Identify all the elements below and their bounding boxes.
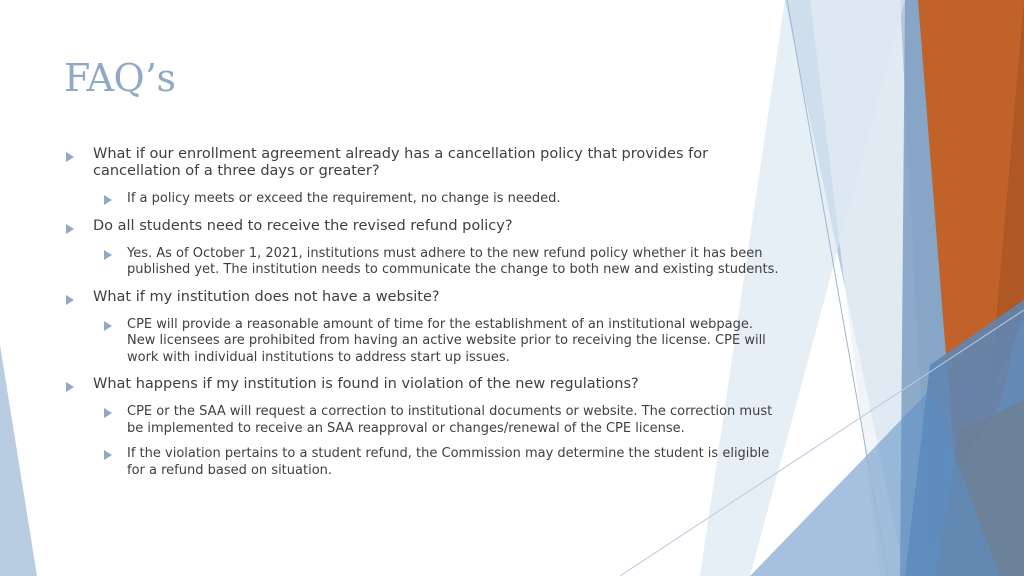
bullet-arrow-icon [66,224,74,234]
faq-list [62,146,782,479]
faq-question-text: What if my institution does not have a website? [93,288,440,305]
bullet-arrow-icon [66,152,74,162]
faq-answer [62,404,782,437]
bullet-arrow-icon [104,195,112,205]
faq-question [62,289,782,306]
faq-answer [62,191,782,208]
faq-question [62,146,782,180]
bullet-arrow-icon [104,250,112,260]
faq-answer-text: If the violation pertains to a student refund, the Commission may determine the student is eligible for a refund based on situation. [127,446,770,478]
left-accent-shape [0,345,37,576]
faq-answer-text: If a policy meets or exceed the requirement, no change is needed. [127,191,561,206]
faq-question-text: What happens if my institution is found in violation of the new regulations? [93,376,639,392]
bullet-arrow-icon [104,450,112,460]
faq-answer [62,246,782,279]
faq-answer [62,317,782,367]
bullet-arrow-icon [66,295,74,305]
faq-question-text: Do all students need to receive the revised refund policy? [93,217,513,234]
bullet-arrow-icon [66,382,74,392]
faq-answer-text: CPE or the SAA will request a correction to institutional documents or website. The correction must be implemented to receive an SAA reapproval or changes/renewal of the CPE license. [127,404,773,436]
bullet-arrow-icon [104,408,112,418]
faq-answer-text: Yes. As of October 1, 2021, institutions must adhere to the new refund policy whether it has been published yet. The institution needs to communicate the change to both new and existing students. [127,245,779,277]
faq-question [62,218,782,235]
faq-question [62,376,782,393]
faq-answer-text: CPE will provide a reasonable amount of time for the establishment of an institutional webpage. New licensees are prohibited from having an active website prior to receiving the license. CPE will work with individual institutions to address start up issues. [127,316,766,365]
bullet-arrow-icon [104,321,112,331]
faq-answer [62,446,782,479]
faq-question-text: What if our enrollment agreement already has a cancellation policy that provides for cancellation of a three days or greater? [93,146,709,179]
slide-title: FAQ’s [64,56,176,100]
